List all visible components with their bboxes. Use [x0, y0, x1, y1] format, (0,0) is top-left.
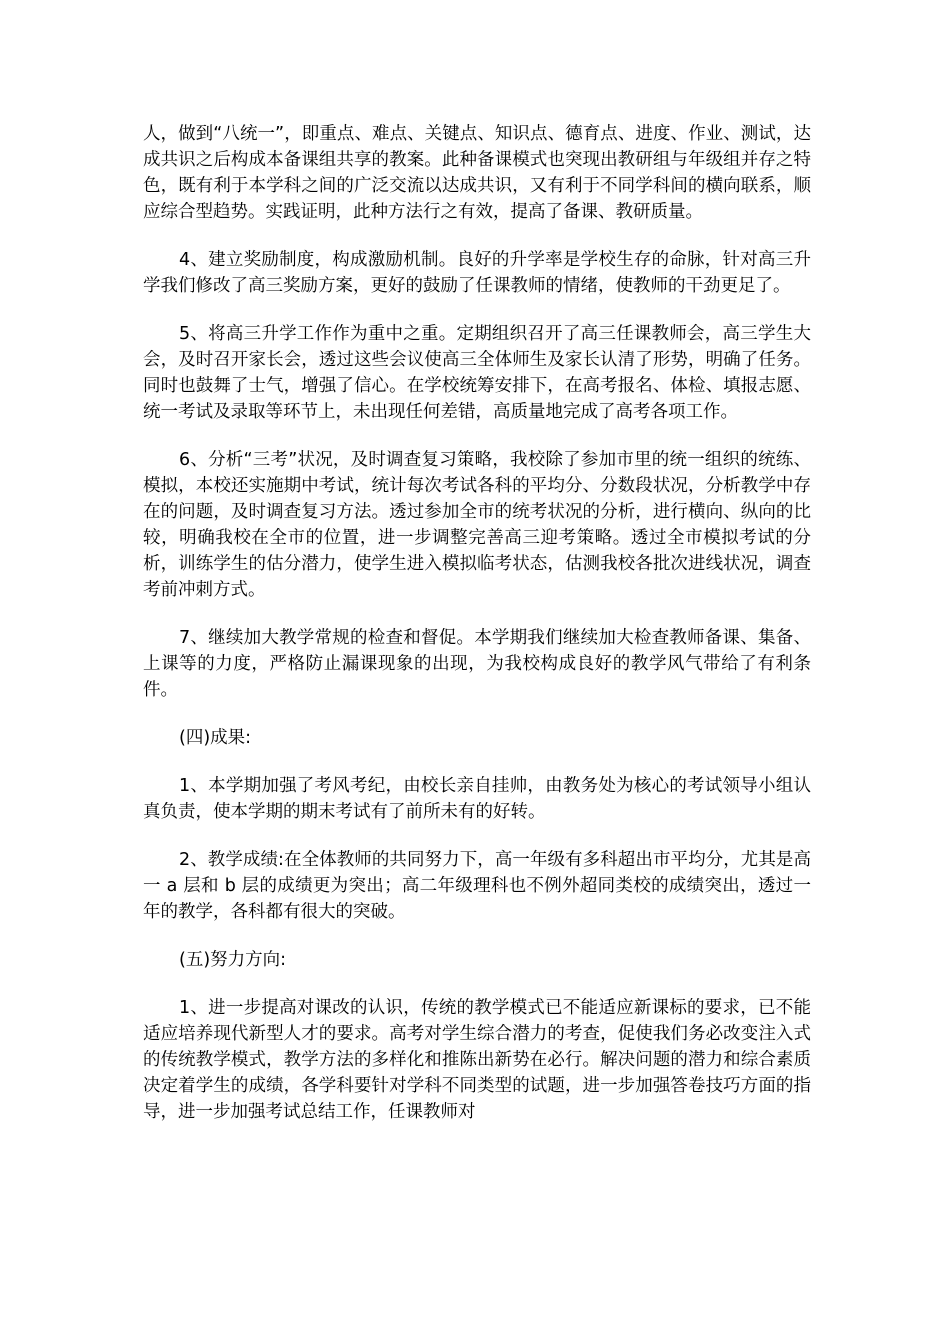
section-heading-direction: (五)努力方向:	[179, 950, 287, 970]
document-page	[143, 121, 811, 1147]
paragraph-continuation: 人，做到“八统一”，即重点、难点、关键点、知识点、德育点、进度、作业、测试，达成共识之后构成本备课组共享的教案。此种备课模式也突现出教研组与年级组并存之特色，既有利于本学科之间的广泛交流以达成共识，又有利于不同学科间的横向联系，顺应综合型趋势。实践证明，此种方法行之有效，提高了备课、教研质量。	[143, 124, 811, 222]
section-heading-results: (四)成果:	[179, 728, 252, 748]
paragraph-results-2: 2、教学成绩:在全体教师的共同努力下，高一年级有多科超出市平均分，尤其是高一 a 层和 b 层的成绩更为突出；高二年级理科也不例外超同类校的成绩突出，透过一年的教学，各科都有很大的突破。	[143, 850, 811, 922]
paragraph-results-1: 1、本学期加强了考风考纪，由校长亲自挂帅，由教务处为核心的考试领导小组认真负责，使本学期的期末考试有了前所未有的好转。	[143, 776, 811, 822]
paragraph-direction-1: 1、进一步提高对课改的认识，传统的教学模式已不能适应新课标的要求，已不能适应培养现代新型人才的要求。高考对学生综合潜力的考查，促使我们务必改变注入式的传统教学模式，教学方法的多样化和推陈出新势在必行。解决问题的潜力和综合素质决定着学生的成绩，各学科要针对学科不同类型的试题，进一步加强答卷技巧方面的指导，进一步加强考试总结工作，任课教师对	[143, 998, 811, 1122]
paragraph-item-5: 5、将高三升学工作作为重中之重。定期组织召开了高三任课教师会，高三学生大会，及时召开家长会，透过这些会议使高三全体师生及家长认清了形势，明确了任务。同时也鼓舞了士气，增强了信心。在学校统筹安排下，在高考报名、体检、填报志愿、统一考试及录取等环节上，未出现任何差错，高质量地完成了高考各项工作。	[143, 324, 811, 422]
paragraph-item-6: 6、分析“三考”状况，及时调查复习策略，我校除了参加市里的统一组织的统练、模拟，本校还实施期中考试，统计每次考试各科的平均分、分数段状况，分析教学中存在的问题，及时调查复习方法。透过参加全市的统考状况的分析，进行横向、纵向的比较，明确我校在全市的位置，进一步调整完善高三迎考策略。透过全市模拟考试的分析，训练学生的估分潜力，使学生进入模拟临考状态，估测我校各批次进线状况，调查考前冲刺方式。	[143, 450, 811, 600]
paragraph-item-7: 7、继续加大教学常规的检查和督促。本学期我们继续加大检查教师备课、集备、上课等的力度，严格防止漏课现象的出现，为我校构成良好的教学风气带给了有利条件。	[143, 628, 811, 700]
paragraph-item-4: 4、建立奖励制度，构成激励机制。良好的升学率是学校生存的命脉，针对高三升学我们修改了高三奖励方案，更好的鼓励了任课教师的情绪，使教师的干劲更足了。	[143, 250, 811, 296]
